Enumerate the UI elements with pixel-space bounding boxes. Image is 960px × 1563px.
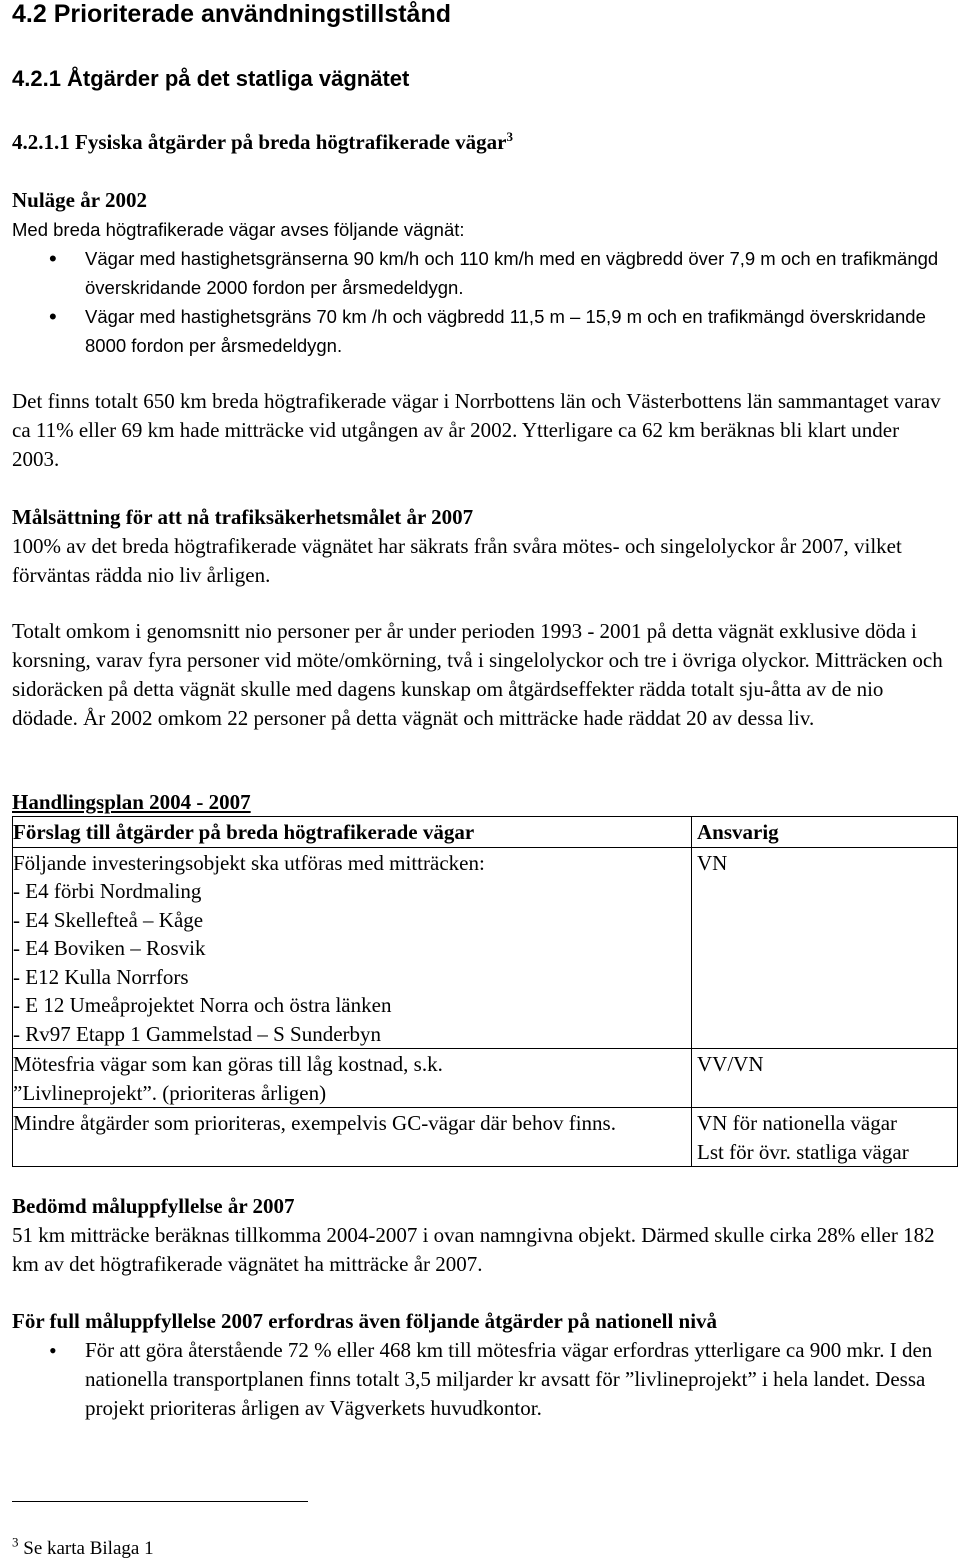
table-line: - E4 förbi Nordmaling (13, 879, 202, 903)
table-header-row (13, 817, 958, 848)
table-header-responsible: Ansvarig (692, 817, 958, 848)
footnote-separator (12, 1501, 308, 1502)
handlingsplan-title: Handlingsplan 2004 - 2007 (12, 790, 251, 814)
table-header-measures: Förslag till åtgärder på breda högtrafikerade vägar (13, 817, 692, 848)
malsattning-title: Målsättning för att nå trafiksäkerhetsmålet år 2007 (12, 505, 474, 529)
table-line: Mötesfria vägar som kan göras till låg kostnad, s.k. (13, 1052, 443, 1076)
table-cell-responsible (692, 1049, 958, 1108)
section-title (12, 128, 948, 157)
table-row (13, 1108, 958, 1167)
table-cell-measures (13, 847, 692, 1049)
nulage-title: Nuläge år 2002 (12, 188, 147, 212)
footnote-number: 3 (12, 1534, 19, 1550)
section-title-text: 4.2.1.1 Fysiska åtgärder på breda högtrafikerade vägar (12, 130, 507, 154)
malsattning-section (12, 503, 948, 590)
table-row (13, 1049, 958, 1108)
nulage-bullet: • Vägar med hastighetsgränserna 90 km/h och 110 km/h med en vägbredd över 7,9 m och en trafikmängd överskridande 2000 fordon per årsmedeldygn. (12, 244, 948, 302)
action-plan-table (12, 816, 958, 1167)
table-line: - E 12 Umeåprojektet Norra och östra länken (13, 993, 392, 1017)
nulage-bullet: • Vägar med hastighetsgräns 70 km /h och vägbredd 11,5 m – 15,9 m och en trafikmängd överskridande 8000 fordon per årsmedeldygn. (12, 302, 948, 360)
table-cell-measures (13, 1108, 692, 1167)
table-cell-measures (13, 1049, 692, 1108)
table-resp-line: VV/VN (697, 1052, 764, 1076)
full-section (12, 1307, 948, 1423)
footnote-text: Se karta Bilaga 1 (23, 1538, 154, 1559)
malsattning-text: 100% av det breda högtrafikerade vägnätet har säkrats från svåra mötes- och singelolyckor år 2007, vilket förväntas rädda nio liv årligen. (12, 534, 902, 587)
nulage-bullet-list (12, 244, 948, 360)
table-resp-line: VN (697, 850, 728, 875)
footnote-ref: 3 (506, 129, 513, 144)
table-line: - Rv97 Etapp 1 Gammelstad – S Sunderbyn (13, 1021, 382, 1046)
nulage-intro: Med breda högtrafikerade vägar avses följande vägnät: (12, 219, 465, 240)
table-line: ”Livlineprojekt”. (prioriteras årligen) (13, 1080, 327, 1105)
table-cell-responsible (692, 1108, 958, 1167)
bedomd-text: 51 km mitträcke beräknas tillkomma 2004-2007 i ovan namngivna objekt. Därmed skulle cirka 28% eller 182 km av det högtrafikerade vägnätet ha mitträcke år 2007. (12, 1223, 935, 1276)
table-line: - E4 Skellefteå – Kåge (13, 907, 204, 932)
table-line: Mindre åtgärder som prioriteras, exempelvis GC-vägar där behov finns. (13, 1111, 616, 1135)
table-resp-line: VN för nationella vägar (697, 1111, 898, 1135)
para-total: Det finns totalt 650 km breda högtrafikerade vägar i Norrbottens län och Västerbottens län sammantaget varav ca 11% eller 69 km hade mitträcke vid utgången av år 2002. Ytterligare ca 62 km beräknas bli klart under 2003. (12, 389, 941, 471)
bedomd-title: Bedömd måluppfyllelse år 2007 (12, 1194, 295, 1218)
bedomd-section (12, 1192, 948, 1279)
full-bullet-list (12, 1336, 948, 1423)
table-resp-line: Lst för övr. statliga vägar (697, 1139, 909, 1164)
nulage-section (12, 186, 948, 360)
subheading: 4.2.1 Åtgärder på det statliga vägnätet (12, 66, 410, 91)
full-title: För full måluppfyllelse 2007 erfordras även följande åtgärder på nationell nivå (12, 1309, 718, 1333)
table-line: - E12 Kulla Norrfors (13, 964, 189, 989)
table-row (13, 847, 958, 1049)
table-line: - E4 Boviken – Rosvik (13, 936, 206, 960)
table-cell-responsible (692, 847, 958, 1049)
heading: 4.2 Prioriterade användningstillstånd (12, 0, 452, 28)
full-bullet: • För att göra återstående 72 % eller 468 km till mötesfria vägar erfordras ytterligare ca 900 mkr. I den nationella transportplanen finns totalt 3,5 miljarder kr avsatt för ”livlineprojekt” i hela landet. Dessa projekt prioriteras årligen av Vägverkets huvudkontor. (12, 1336, 948, 1423)
para-omkom: Totalt omkom i genomsnitt nio personer per år under perioden 1993 - 2001 på detta vägnät exklusive döda i korsning, varav fyra personer vid möte/omkörning, två i singelolyckor och tre i övriga olyckor. Mitträcken och sidoräcken på detta vägnät skulle med dagens kunskap om åtgärdseffekter rädda totalt sju-åtta av de nio dödade. År 2002 omkom 22 personer på detta vägnät och mitträcke hade räddat 20 av dessa liv. (12, 619, 943, 730)
footnote (12, 1534, 154, 1560)
table-line: Följande investeringsobjekt ska utföras med mitträcken: (13, 850, 485, 875)
